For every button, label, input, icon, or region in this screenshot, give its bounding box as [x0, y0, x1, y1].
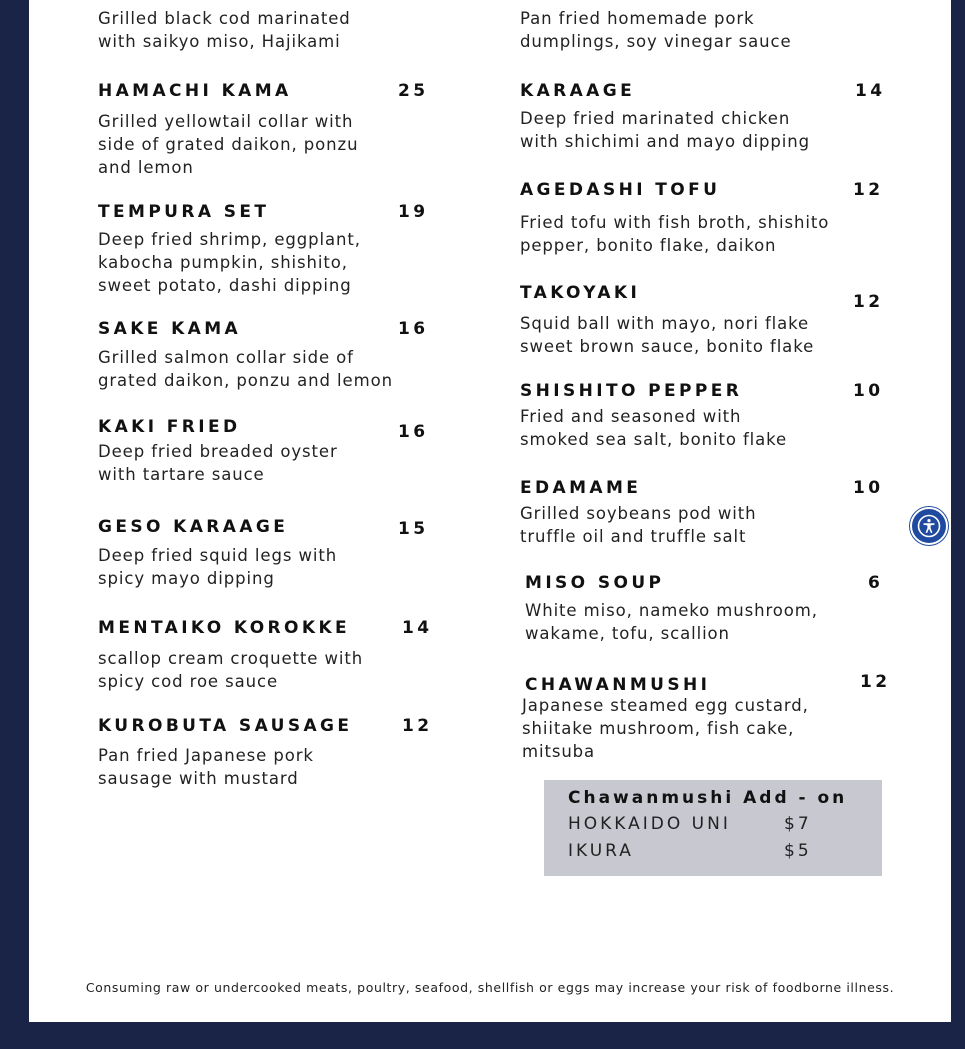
menu-item-price: 19: [398, 202, 429, 222]
menu-item-price: 12: [853, 292, 884, 312]
menu-item-desc: Grilled black cod marinated with saikyo miso, Hajikami: [98, 9, 351, 51]
menu-item-price: 15: [398, 519, 429, 539]
menu-item-desc: Deep fried breaded oyster with tartare sauce: [98, 442, 338, 484]
menu-item-desc: Fried tofu with fish broth, shishito pepper, bonito flake, daikon: [520, 213, 830, 255]
food-safety-disclaimer: Consuming raw or undercooked meats, poultry, seafood, shellfish or eggs may increase your risk of foodborne illness.: [85, 980, 895, 995]
menu-item-price: 14: [855, 81, 886, 101]
menu-item-price: 14: [402, 618, 433, 638]
menu-item-name: SAKE KAMA: [98, 319, 242, 339]
menu-item-price: 12: [860, 672, 891, 692]
menu-item-name: KAKI FRIED: [98, 417, 241, 437]
menu-item-name: GESO KARAAGE: [98, 517, 289, 537]
menu-item-price: 16: [398, 422, 429, 442]
menu-item-price: 10: [853, 478, 884, 498]
menu-item-desc: Grilled soybeans pod with truffle oil and truffle salt: [520, 504, 757, 546]
menu-item-desc: Deep fried shrimp, eggplant, kabocha pumpkin, shishito, sweet potato, dashi dipping: [98, 230, 361, 295]
menu-item-desc: Deep fried squid legs with spicy mayo dipping: [98, 546, 338, 588]
addon-item-price: $7: [784, 814, 812, 834]
menu-item-price: 12: [402, 716, 433, 736]
menu-item-price: 25: [398, 81, 429, 101]
menu-item-name: SHISHITO PEPPER: [520, 381, 743, 401]
menu-item-desc: Grilled salmon collar side of grated daikon, ponzu and lemon: [98, 348, 393, 390]
menu-item-name: HAMACHI KAMA: [98, 81, 292, 101]
menu-item-name: KARAAGE: [520, 81, 636, 101]
menu-item-name: TEMPURA SET: [98, 202, 270, 222]
accessibility-button[interactable]: [910, 507, 948, 545]
menu-item-name: TAKOYAKI: [520, 283, 641, 303]
accessibility-icon: [917, 514, 941, 538]
addon-item-price: $5: [784, 841, 812, 861]
chawanmushi-addon-box: [544, 780, 882, 876]
menu-item-name: KUROBUTA SAUSAGE: [98, 716, 353, 736]
menu-item-price: 16: [398, 319, 429, 339]
menu-item-desc: Pan fried Japanese pork sausage with mustard: [98, 746, 314, 788]
menu-item-desc: White miso, nameko mushroom, wakame, tofu, scallion: [525, 601, 818, 643]
menu-item-desc: Deep fried marinated chicken with shichimi and mayo dipping: [520, 109, 811, 151]
addon-item-name: HOKKAIDO UNI: [568, 814, 731, 834]
addon-item-name: IKURA: [568, 841, 634, 861]
menu-item-price: 6: [868, 573, 884, 593]
menu-item-name: MENTAIKO KOROKKE: [98, 618, 351, 638]
menu-item-price: 12: [853, 180, 884, 200]
menu-item-name: MISO SOUP: [525, 573, 665, 593]
menu-item-desc: Pan fried homemade pork dumplings, soy vinegar sauce: [520, 9, 792, 51]
menu-page: [29, 0, 951, 1022]
menu-item-name: EDAMAME: [520, 478, 642, 498]
menu-item-desc: Fried and seasoned with smoked sea salt, bonito flake: [520, 407, 788, 449]
addon-title: Chawanmushi Add - on: [568, 788, 848, 808]
menu-item-price: 10: [853, 381, 884, 401]
menu-item-desc: scallop cream croquette with spicy cod roe sauce: [98, 649, 364, 691]
menu-item-name: AGEDASHI TOFU: [520, 180, 721, 200]
menu-item-name: CHAWANMUSHI: [525, 675, 711, 695]
menu-item-desc: Grilled yellowtail collar with side of grated daikon, ponzu and lemon: [98, 112, 359, 177]
menu-item-desc: Japanese steamed egg custard, shiitake mushroom, fish cake, mitsuba: [522, 696, 809, 761]
menu-item-desc: Squid ball with mayo, nori flake sweet brown sauce, bonito flake: [520, 314, 815, 356]
